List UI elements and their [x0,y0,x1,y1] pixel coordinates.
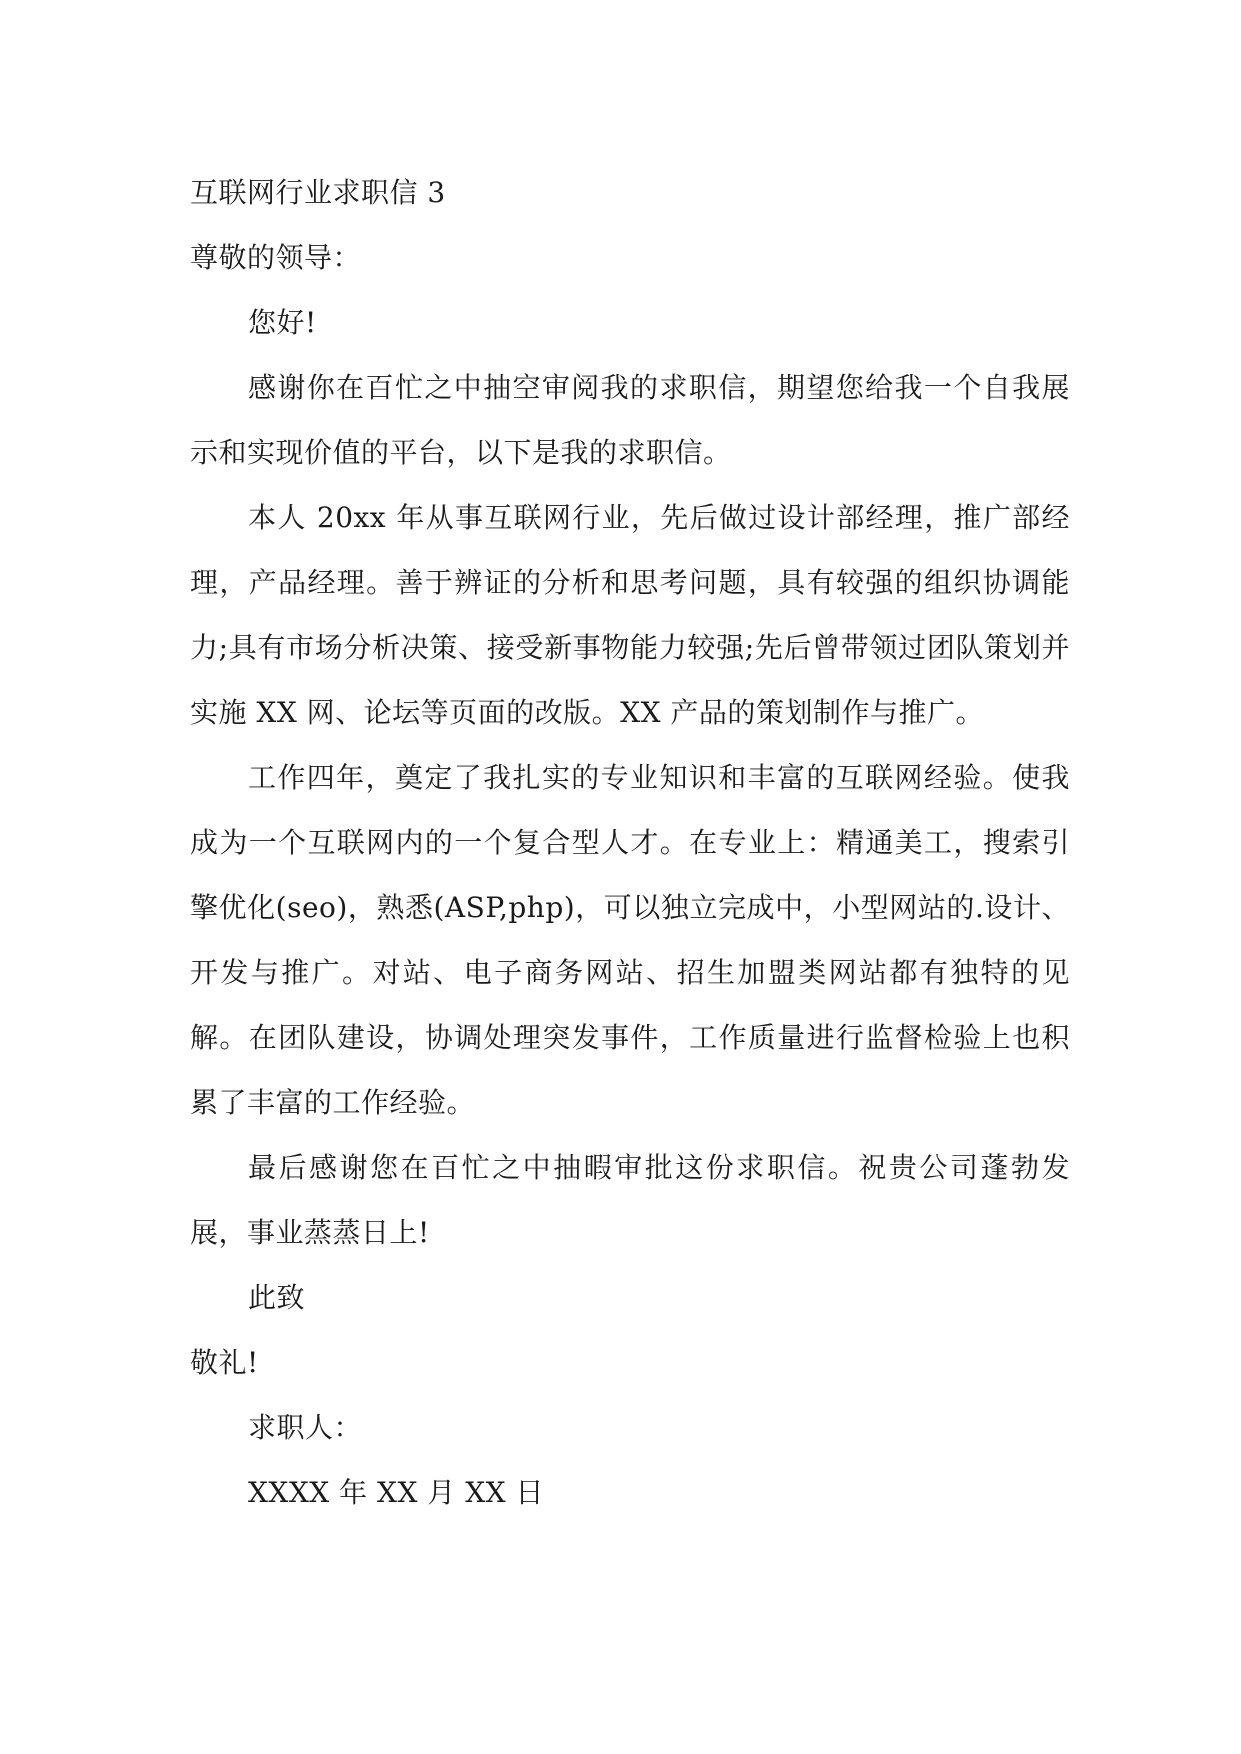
greeting: 您好! [248,306,317,339]
applicant-label: 求职人： [248,1411,363,1444]
closing-jingli: 敬礼! [190,1346,259,1379]
salutation: 尊敬的领导： [190,241,362,274]
paragraph-intro: 感谢你在百忙之中抽空审阅我的求职信，期望您给我一个自我展示和实现价值的平台，以下是我的求职信。 [190,371,1070,469]
closing-cizhi: 此致 [248,1281,306,1314]
paragraph-experience: 本人 20xx 年从事互联网行业，先后做过设计部经理，推广部经理，产品经理。善于辨证的分析和思考问题，具有较强的组织协调能力;具有市场分析决策、接受新事物能力较强;先后曾带领过团队策划并实施 XX 网、论坛等页面的改版。XX 产品的策划制作与推广。 [190,501,1070,729]
paragraph-closing: 最后感谢您在百忙之中抽暇审批这份求职信。祝贵公司蓬勃发展，事业蒸蒸日上! [190,1151,1070,1249]
document-title: 互联网行业求职信 3 [190,176,446,209]
letter-date: XXXX 年 XX 月 XX 日 [248,1476,544,1509]
letter-body [190,160,1070,1525]
paragraph-skills: 工作四年，奠定了我扎实的专业知识和丰富的互联网经验。使我成为一个互联网内的一个复合型人才。在专业上：精通美工，搜索引擎优化(seo)，熟悉(ASP,php)，可以独立完成中，小型网站的.设计、开发与推广。对站、电子商务网站、招生加盟类网站都有独特的见解。在团队建设，协调处理突发事件，工作质量进行监督检验上也积累了丰富的工作经验。 [190,761,1070,1119]
